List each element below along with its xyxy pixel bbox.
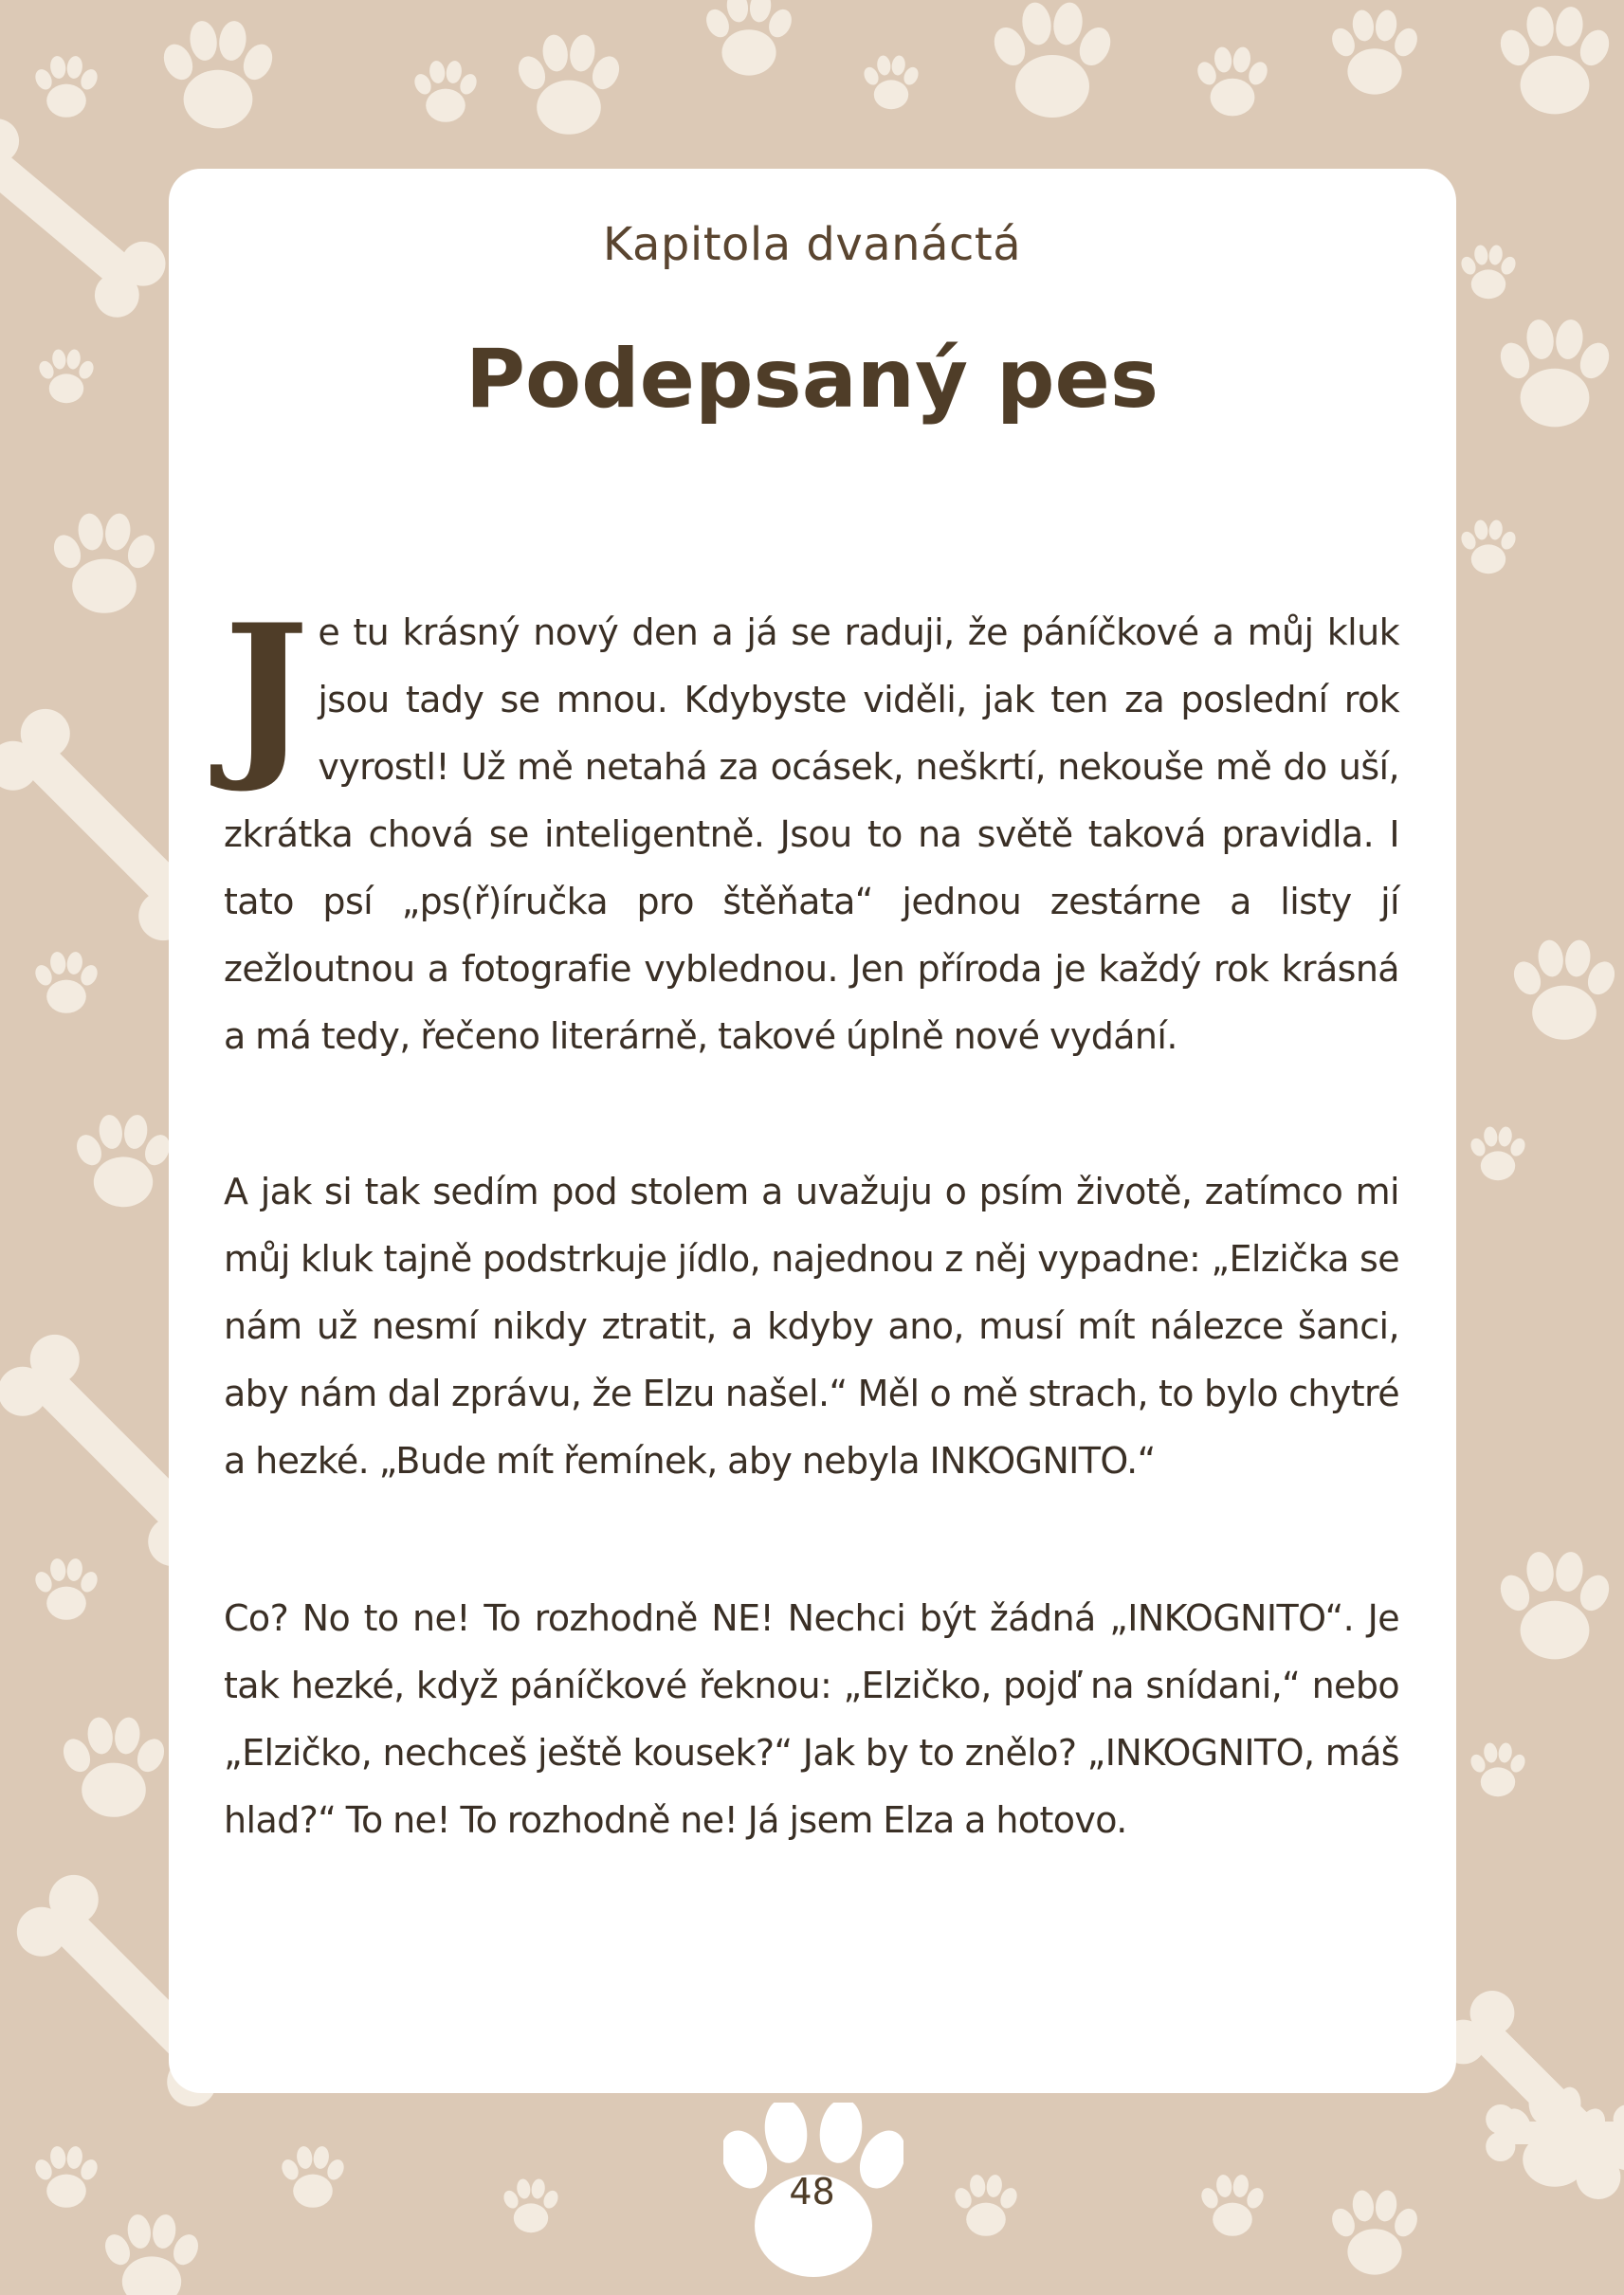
chapter-title: Podepsaný pes: [465, 332, 1159, 427]
paragraph-1: [224, 585, 1399, 1070]
paragraph-2: A jak si tak sedím pod stolem a uvažuju o psím životě, zatímco mi můj kluk tajně podstrkuje jídlo, najednou z něj vypadne: „Elzička se nám už nesmí nikdy ztratit, a kdyby ano, musí mít nálezce šanci, aby nám dal zprávu, že Elzu našel.“ Měl o mě strach, to bylo chytré a hezké. „Bude mít řemínek, aby nebyla INKOGNITO.“: [224, 1171, 1399, 1482]
page-number: 48: [789, 2171, 835, 2213]
drop-cap: J: [224, 585, 309, 796]
paragraph-3: Co? No to ne! To rozhodně NE! Nechci být žádná „INKOGNITO“. Je tak hezké, když páníčkové řeknou: „Elzičko, pojď na snídani,“ nebo „Elzičko, nechceš ještě kousek?“ Jak by to znělo? „INKOGNITO, máš hlad?“ To ne! To rozhodně ne! Já jsem Elza a hotovo.: [224, 1597, 1399, 1841]
paragraph-1-text: e tu krásný nový den a já se raduji, že páníčkové a můj kluk jsou tady se mnou. Kdybyste viděli, jak ten za poslední rok vyrostl! Už mě netahá za ocásek, neškrtí, nekouše mě do uší, zkrátka chová se inteligentně. Jsou to na světě taková pravidla. I tato psí „ps(ř)íručka pro štěňata“ jednou zestárne a listy jí zežloutnou a fotografie vyblednou. Jen příroda je každý rok krásná a má tedy, řečeno literárně, takové úplně nové vydání.: [224, 611, 1399, 1057]
chapter-label: Kapitola dvanáctá: [602, 218, 1022, 271]
